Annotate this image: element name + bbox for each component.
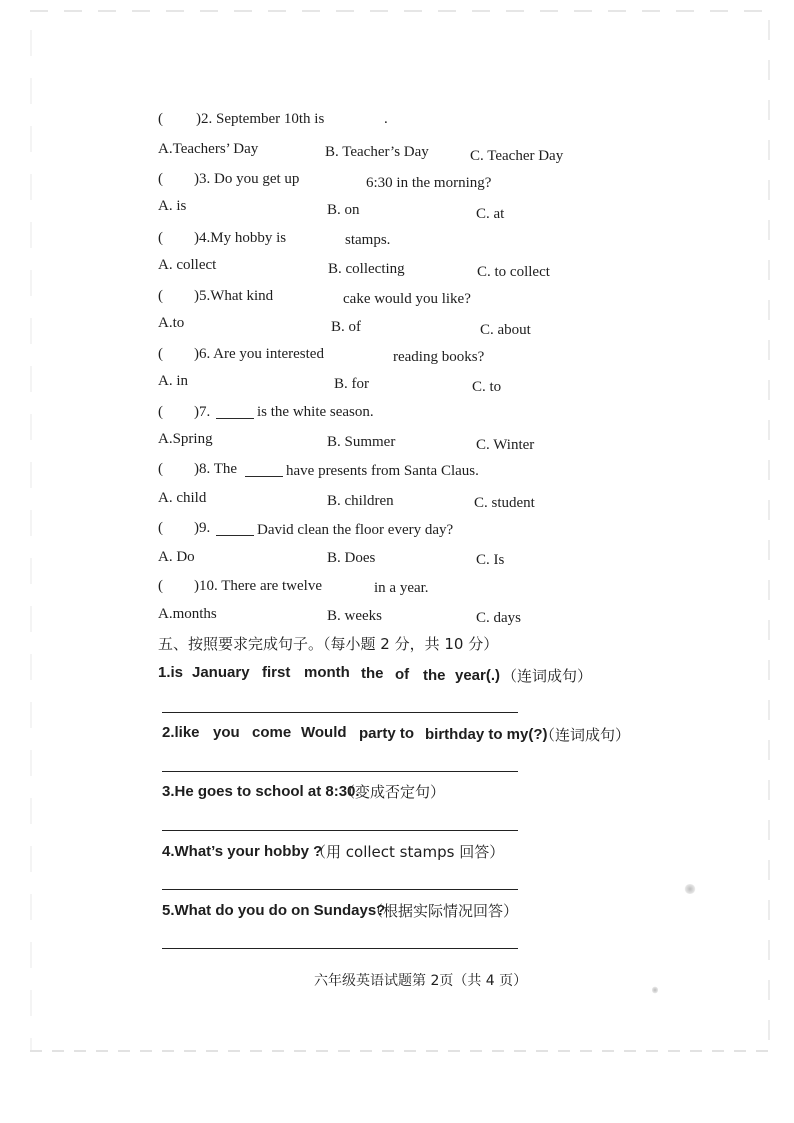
scan-edge-bottom [30,1050,770,1052]
word: first [262,664,291,681]
question-tail: 6:30 in the morning? [366,175,492,191]
option-c: C. Is [476,552,505,568]
answer-line [162,830,518,831]
question-stem: )4.My hobby is [194,230,287,246]
option-b: B. on [327,202,360,218]
answer-paren: ( [158,346,163,362]
option-c: C. about [480,322,531,338]
question-tail: is the white season. [257,404,374,420]
option-a: A.months [158,606,217,622]
answer-paren: ( [158,461,163,477]
option-a: A. collect [158,257,217,273]
page-footer: 六年级英语试题第 2页（共 4 页） [314,973,528,989]
option-b: B. children [327,493,394,509]
option-a: A.Teachers’ Day [158,141,259,157]
option-b: B. collecting [328,261,405,277]
answer-paren: ( [158,230,163,246]
word: Would [301,724,347,741]
option-a: A.to [158,315,185,331]
answer-paren: ( [158,288,163,304]
question-stem: )5.What kind [194,288,274,304]
answer-line [162,771,518,772]
instruction: （变成否定句） [340,783,446,801]
instruction: （根据实际情况回答） [368,902,519,920]
word: the [361,665,384,682]
word: the [423,667,446,684]
question-stem: )10. There are twelve [194,578,322,594]
word: 2.like [162,724,200,741]
answer-blank [216,418,254,419]
answer-paren: ( [158,111,163,127]
word: birthday to my(?) [425,726,548,743]
question-stem: )9. [194,520,211,536]
question-stem: )6. Are you interested [194,346,324,362]
answer-paren: ( [158,520,163,536]
answer-line [162,889,518,890]
instruction: （用 collect stamps 回答） [311,843,505,861]
scan-edge-right [768,20,770,1050]
question-stem: )8. The [194,461,238,477]
option-c: C. student [474,495,535,511]
question-tail: have presents from Santa Claus. [286,463,479,479]
question-tail: cake would you like? [343,291,471,307]
answer-line [162,948,518,949]
option-c: C. Teacher Day [470,148,564,164]
answer-paren: ( [158,171,163,187]
answer-line [162,712,518,713]
option-c: C. at [476,206,505,222]
answer-paren: ( [158,404,163,420]
option-b: B. of [331,319,361,335]
option-a: A. Do [158,549,195,565]
question-stem: )7. [194,404,211,420]
word: you [213,724,240,741]
option-c: C. to [472,379,502,395]
word: party to [359,725,415,742]
option-a: A.Spring [158,431,213,447]
prompt-text: 4.What’s your hobby ? [162,843,323,860]
question-tail: in a year. [374,580,429,596]
option-b: B. Does [327,550,376,566]
scan-edge-left [30,30,32,1050]
answer-paren: ( [158,578,163,594]
prompt-text: 5.What do you do on Sundays? [162,902,386,919]
question-tail: David clean the floor every day? [257,522,454,538]
word: January [192,664,250,681]
option-b: B. Teacher’s Day [325,144,429,160]
question-stem: )3. Do you get up [194,171,300,187]
word: year(.) [455,667,501,684]
prompt-text: 3.He goes to school at 8:30. [162,783,360,800]
answer-blank [245,476,283,477]
question-tail: stamps. [345,232,391,248]
option-a: A. in [158,373,188,389]
option-a: A. child [158,490,207,506]
section-5-heading: 五、按照要求完成句子。（每小题 2 分，共 10 分） [158,635,499,653]
question-tail: reading books? [393,349,485,365]
option-c: C. days [476,610,521,626]
question-stem: )2. September 10th is [196,111,325,127]
scan-smudge [684,884,696,894]
scan-smudge [652,986,658,994]
option-b: B. weeks [327,608,382,624]
option-c: C. to collect [477,264,550,280]
instruction: （连词成句） [502,667,593,685]
word: of [395,666,410,683]
scan-edge-top [30,10,770,12]
option-b: B. for [334,376,369,392]
word: 1.is [158,664,184,681]
option-c: C. Winter [476,437,535,453]
instruction: （连词成句） [540,726,631,744]
option-a: A. is [158,198,187,214]
word: month [304,664,350,681]
answer-blank [216,535,254,536]
word: come [252,724,292,741]
option-b: B. Summer [327,434,396,450]
question-tail: . [384,111,388,127]
